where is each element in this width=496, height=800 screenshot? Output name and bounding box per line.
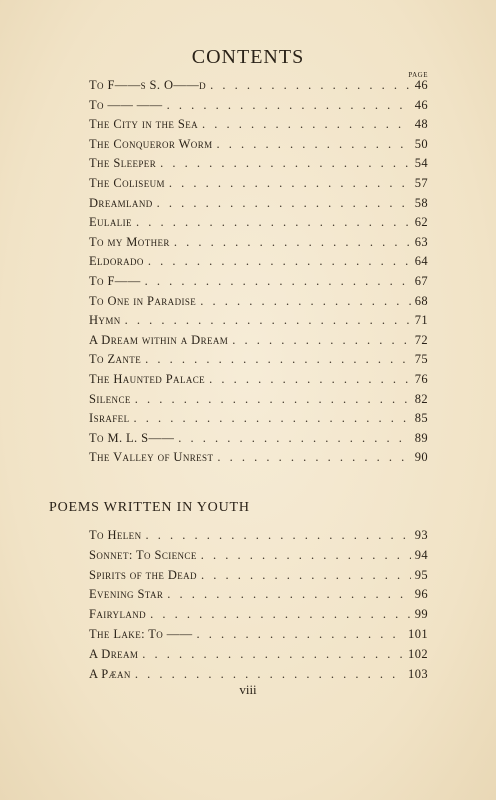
toc-entry — [89, 78, 428, 98]
toc-entry-page: 62 — [414, 215, 428, 230]
dot-leader — [133, 411, 410, 426]
contents-list — [89, 78, 428, 470]
toc-entry — [89, 254, 428, 274]
toc-entry-page: 76 — [414, 371, 428, 386]
toc-entry-title: Silence — [89, 391, 131, 406]
toc-entry-title: The Conqueror Worm — [89, 136, 213, 151]
toc-entry-page: 68 — [414, 293, 428, 308]
dot-leader — [145, 274, 411, 289]
toc-entry-page: 67 — [414, 273, 428, 288]
toc-entry — [89, 313, 428, 333]
toc-entry-title: To F—— — [89, 273, 141, 288]
toc-entry-title: To Zante — [89, 352, 142, 367]
toc-entry — [89, 528, 428, 548]
toc-entry-title: To Helen — [89, 528, 142, 542]
toc-entry-title: A Dream within a Dream — [89, 332, 229, 347]
dot-leader — [201, 548, 411, 563]
dot-leader — [160, 156, 411, 171]
toc-entry-title: The City in the Sea — [89, 117, 199, 132]
toc-entry-page: 46 — [414, 78, 428, 92]
toc-entry-title: Evening Star — [89, 587, 164, 602]
toc-entry-page: 93 — [414, 528, 428, 542]
toc-entry-page: 58 — [414, 195, 428, 210]
dot-leader — [217, 137, 411, 152]
toc-entry — [89, 548, 428, 568]
toc-entry-page: 96 — [414, 587, 428, 602]
page-column-label: PAGE — [408, 71, 428, 79]
dot-leader — [135, 667, 404, 682]
toc-entry-page: 72 — [414, 332, 428, 347]
toc-entry-page: 71 — [414, 313, 428, 328]
toc-entry-page: 63 — [414, 234, 428, 249]
dot-leader — [169, 176, 411, 191]
toc-entry — [89, 156, 428, 176]
youth-contents-list — [89, 528, 428, 686]
toc-entry-title: A Pæan — [89, 666, 131, 681]
toc-entry-title: The Coliseum — [89, 175, 165, 190]
toc-entry-title: To M. L. S—— — [89, 430, 175, 445]
dot-leader — [148, 254, 411, 269]
toc-entry-title: To F——s S. O——d — [89, 78, 207, 92]
toc-entry-title: Eulalie — [89, 215, 132, 230]
toc-entry — [89, 333, 428, 353]
toc-entry — [89, 411, 428, 431]
toc-entry — [89, 196, 428, 216]
toc-entry-page: 48 — [414, 117, 428, 132]
dot-leader — [178, 431, 410, 446]
dot-leader — [167, 98, 411, 113]
toc-entry — [89, 568, 428, 588]
toc-entry — [89, 117, 428, 137]
toc-entry-page: 102 — [408, 646, 428, 661]
dot-leader — [167, 587, 410, 602]
page-title: CONTENTS — [191, 46, 305, 68]
toc-entry — [89, 647, 428, 667]
toc-entry — [89, 607, 428, 627]
dot-leader — [125, 313, 411, 328]
toc-entry — [89, 274, 428, 294]
dot-leader — [232, 333, 411, 348]
toc-entry-page: 82 — [414, 391, 428, 406]
toc-entry-title: To One in Paradise — [89, 293, 197, 308]
toc-entry-title: Israfel — [89, 411, 130, 426]
dot-leader — [157, 196, 411, 211]
toc-entry-page: 57 — [414, 175, 428, 190]
toc-entry-title: Eldorado — [89, 254, 144, 269]
section-heading: POEMS WRITTEN IN YOUTH — [49, 500, 250, 515]
dot-leader — [200, 294, 411, 309]
toc-entry-page: 90 — [414, 450, 428, 465]
toc-entry-page: 64 — [414, 254, 428, 269]
toc-entry — [89, 392, 428, 412]
toc-entry-page: 46 — [414, 97, 428, 112]
toc-entry-title: The Sleeper — [89, 156, 157, 171]
dot-leader — [202, 117, 411, 132]
toc-entry — [89, 98, 428, 118]
toc-entry-page: 95 — [414, 567, 428, 582]
dot-leader — [142, 647, 404, 662]
toc-entry-title: Spirits of the Dead — [89, 567, 197, 582]
dot-leader — [136, 215, 411, 230]
toc-entry-title: The Valley of Unrest — [89, 450, 214, 465]
toc-entry-title: The Haunted Palace — [89, 371, 206, 386]
toc-entry — [89, 215, 428, 235]
dot-leader — [217, 450, 410, 465]
dot-leader — [197, 627, 405, 642]
toc-entry — [89, 235, 428, 255]
toc-entry-page: 89 — [414, 430, 428, 445]
toc-entry — [89, 450, 428, 470]
toc-entry-title: To —— —— — [89, 97, 163, 112]
toc-entry-title: Sonnet: To Science — [89, 547, 197, 562]
toc-entry-title: Fairyland — [89, 607, 147, 622]
toc-entry — [89, 137, 428, 157]
page-number: viii — [239, 682, 257, 697]
dot-leader — [150, 607, 411, 622]
toc-entry-title: To my Mother — [89, 234, 170, 249]
toc-entry-page: 85 — [414, 411, 428, 426]
dot-leader — [209, 372, 411, 387]
toc-entry-page: 75 — [414, 352, 428, 367]
dot-leader — [210, 78, 411, 93]
toc-entry-page: 50 — [414, 136, 428, 151]
toc-entry — [89, 587, 428, 607]
toc-entry-page: 99 — [414, 607, 428, 622]
dot-leader — [145, 528, 410, 543]
toc-entry-title: A Dream — [89, 646, 139, 661]
toc-entry-page: 103 — [408, 666, 428, 681]
toc-entry-page: 54 — [414, 156, 428, 171]
dot-leader — [145, 352, 411, 367]
toc-entry-title: Dreamland — [89, 195, 153, 210]
toc-entry — [89, 294, 428, 314]
toc-entry — [89, 352, 428, 372]
toc-entry-page: 94 — [414, 547, 428, 562]
toc-entry-page: 101 — [408, 626, 428, 641]
toc-entry — [89, 176, 428, 196]
toc-entry — [89, 431, 428, 451]
toc-entry — [89, 627, 428, 647]
dot-leader — [135, 392, 411, 407]
dot-leader — [174, 235, 411, 250]
dot-leader — [201, 568, 411, 583]
toc-entry-title: Hymn — [89, 313, 121, 328]
toc-entry-title: The Lake: To —— — [89, 626, 193, 641]
toc-entry — [89, 372, 428, 392]
